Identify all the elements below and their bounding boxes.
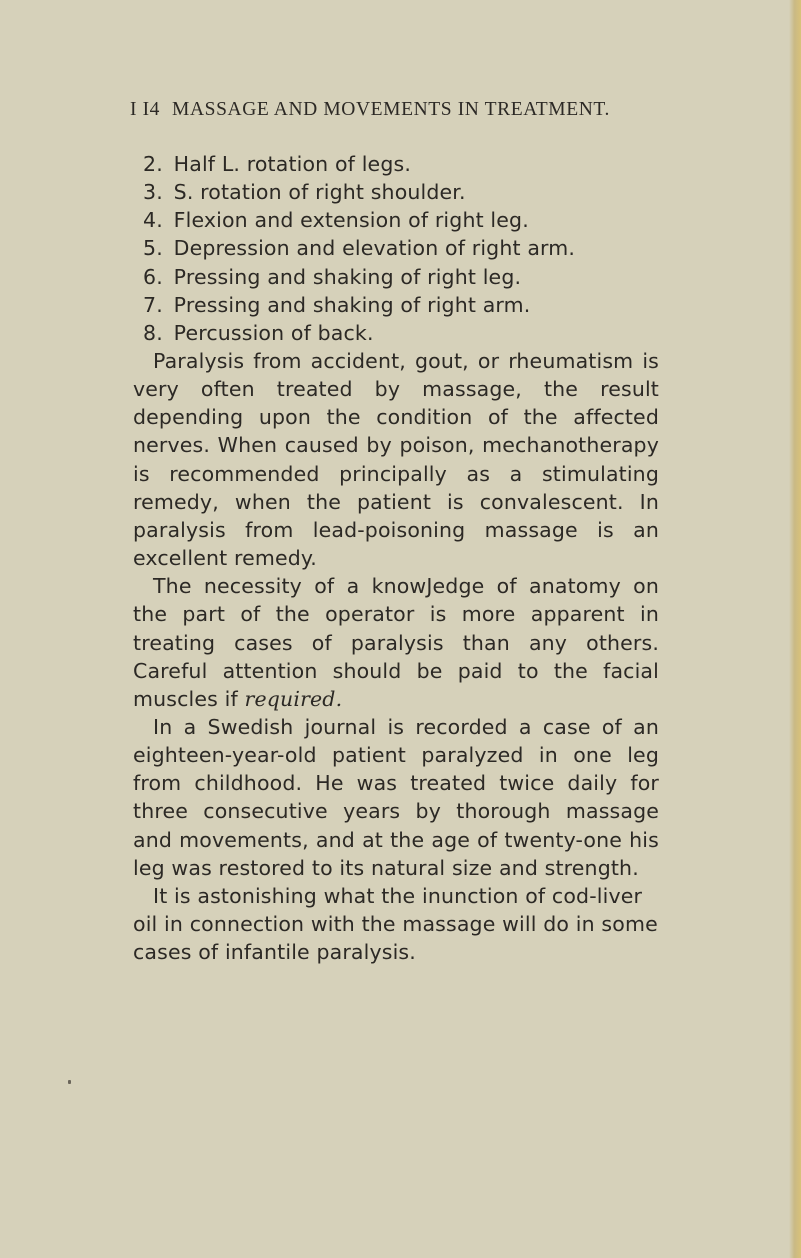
list-item-number: 7. bbox=[143, 292, 163, 317]
list-item bbox=[133, 178, 659, 206]
list-item bbox=[133, 319, 659, 347]
paragraph-anatomy-text: The necessity of a knowJedge of anatomy on the part of the operator is more apparent in treating cases of paralysis than any others. Careful attention should be paid to the facial muscles if bbox=[133, 574, 659, 711]
list-item-number: 2. bbox=[143, 152, 163, 176]
running-head: MASSAGE AND MOVEMENTS IN TREATMENT. bbox=[172, 99, 610, 120]
paragraph-paralysis-treatment: Paralysis from accident, gout, or rheumatism is very often treated by massage, the result depending upon the condition of the affected nerves. When caused by poison, mechanotherapy is recommended principally as a stimulating remedy, when the patient is convalescent. In paralysis from lead-poisoning massage is an excellent remedy. bbox=[133, 348, 659, 571]
list-item-number: 8. bbox=[143, 320, 163, 345]
list-item-text: Pressing and shaking of right arm. bbox=[173, 292, 531, 317]
list-item bbox=[133, 206, 659, 234]
list-item-number: 6. bbox=[143, 264, 163, 289]
list-item-text: S. rotation of right shoulder. bbox=[173, 180, 466, 205]
paragraph-anatomy-knowledge bbox=[133, 572, 659, 713]
list-item-text: Flexion and extension of right leg. bbox=[173, 208, 529, 233]
list-item-number: 5. bbox=[143, 236, 163, 261]
page-number: I I4 bbox=[130, 99, 161, 120]
paragraph-swedish-case: In a Swedish journal is recorded a case of an eighteen-year-old patient paralyzed in one leg from childhood. He was treated twice daily for three consecutive years by thorough massage and movements, and at the age of twenty-one his leg was restored to its natural size and strength. bbox=[133, 715, 659, 880]
ink-speck bbox=[68, 1080, 71, 1084]
list-item bbox=[133, 291, 659, 319]
list-item-text: Pressing and shaking of right leg. bbox=[173, 264, 522, 289]
list-item bbox=[133, 234, 659, 262]
list-item bbox=[133, 150, 659, 178]
page-edge bbox=[789, 0, 801, 1258]
list-item bbox=[133, 263, 659, 291]
italic-required: required. bbox=[244, 686, 343, 711]
list-item-number: 4. bbox=[143, 208, 163, 233]
list-item-text: Depression and elevation of right arm. bbox=[173, 236, 576, 261]
list-item-number: 3. bbox=[143, 180, 163, 205]
list-item-text: Percussion of back. bbox=[173, 320, 374, 345]
page-header bbox=[130, 96, 670, 124]
list-item-text: Half L. rotation of legs. bbox=[173, 152, 411, 176]
paragraph-cod-liver-oil: It is astonishing what the inunction of cod-liver oil in connection with the massage will do in some cases of infantile paralysis. bbox=[133, 883, 658, 965]
body-text bbox=[133, 150, 659, 966]
